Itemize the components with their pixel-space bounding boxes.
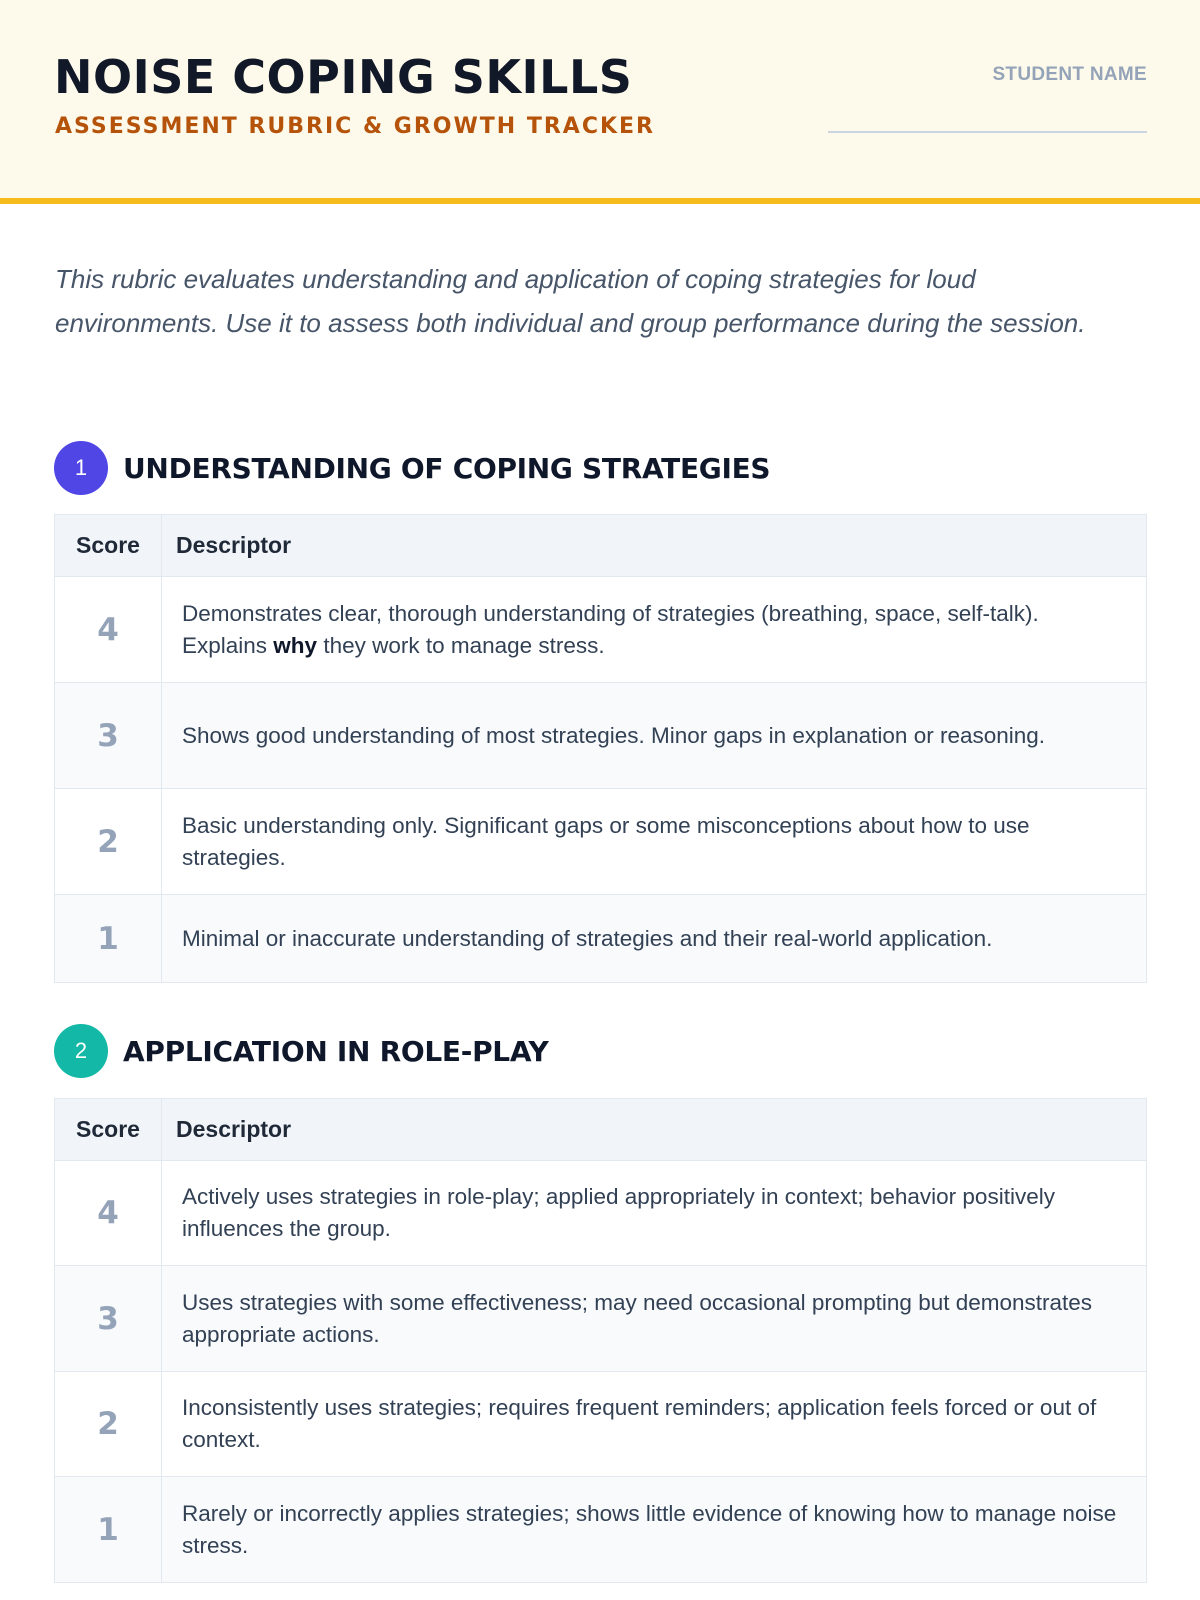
page-subtitle: ASSESSMENT RUBRIC & GROWTH TRACKER xyxy=(55,114,655,139)
rubric-table-application xyxy=(54,1098,1147,1583)
descriptor-text: Shows good understanding of most strategies. Minor gaps in explanation or reasoning. xyxy=(162,683,1147,789)
section-title: UNDERSTANDING OF COPING STRATEGIES xyxy=(123,451,771,485)
section-number-badge: 2 xyxy=(54,1024,108,1078)
score-value: 3 xyxy=(55,1266,162,1372)
table-header-row xyxy=(55,1099,1147,1161)
score-value: 2 xyxy=(55,789,162,895)
descriptor-text: Rarely or incorrectly applies strategies; shows little evidence of knowing how to manage noise stress. xyxy=(162,1477,1147,1583)
student-name-line xyxy=(828,131,1147,133)
table-row xyxy=(55,1266,1147,1372)
descriptor-text: Minimal or inaccurate understanding of strategies and their real-world application. xyxy=(162,895,1147,983)
descriptor-text: Inconsistently uses strategies; requires frequent reminders; application feels forced or out of context. xyxy=(162,1372,1147,1477)
descriptor-text: Demonstrates clear, thorough understanding of strategies (breathing, space, self-talk). Explains why they work to manage stress. xyxy=(162,577,1147,683)
table-row xyxy=(55,789,1147,895)
intro-text: This rubric evaluates understanding and application of coping strategies for loud environments. Use it to assess both individual and group performance during the session. xyxy=(55,264,1086,338)
score-value: 1 xyxy=(55,895,162,983)
table-row xyxy=(55,1477,1147,1583)
section-number-badge: 1 xyxy=(54,441,108,495)
score-column-header: Score xyxy=(55,1099,162,1161)
descriptor-column-header: Descriptor xyxy=(162,515,1147,577)
score-value: 4 xyxy=(55,577,162,683)
score-value: 2 xyxy=(55,1372,162,1477)
descriptor-text: Basic understanding only. Significant gaps or some misconceptions about how to use strategies. xyxy=(162,789,1147,895)
score-column-header: Score xyxy=(55,515,162,577)
descriptor-text: Actively uses strategies in role-play; applied appropriately in context; behavior positively influences the group. xyxy=(162,1161,1147,1266)
emphasis-why: why xyxy=(273,632,318,658)
table-row xyxy=(55,683,1147,789)
descriptor-column-header: Descriptor xyxy=(162,1099,1147,1161)
score-value: 3 xyxy=(55,683,162,789)
page-title: NOISE COPING SKILLS xyxy=(54,50,633,104)
student-name-label: STUDENT NAME xyxy=(992,64,1147,85)
table-header-row xyxy=(55,515,1147,577)
score-value: 4 xyxy=(55,1161,162,1266)
table-row xyxy=(55,1161,1147,1266)
table-row xyxy=(55,577,1147,683)
section-title: APPLICATION IN ROLE-PLAY xyxy=(123,1034,549,1068)
section-header-understanding xyxy=(54,441,770,495)
section-header-application xyxy=(54,1024,549,1078)
table-row xyxy=(55,1372,1147,1477)
descriptor-text: Uses strategies with some effectiveness; may need occasional prompting but demonstrates appropriate actions. xyxy=(162,1266,1147,1372)
table-row xyxy=(55,895,1147,983)
score-value: 1 xyxy=(55,1477,162,1583)
page-header xyxy=(0,0,1200,204)
rubric-table-understanding xyxy=(54,514,1147,983)
